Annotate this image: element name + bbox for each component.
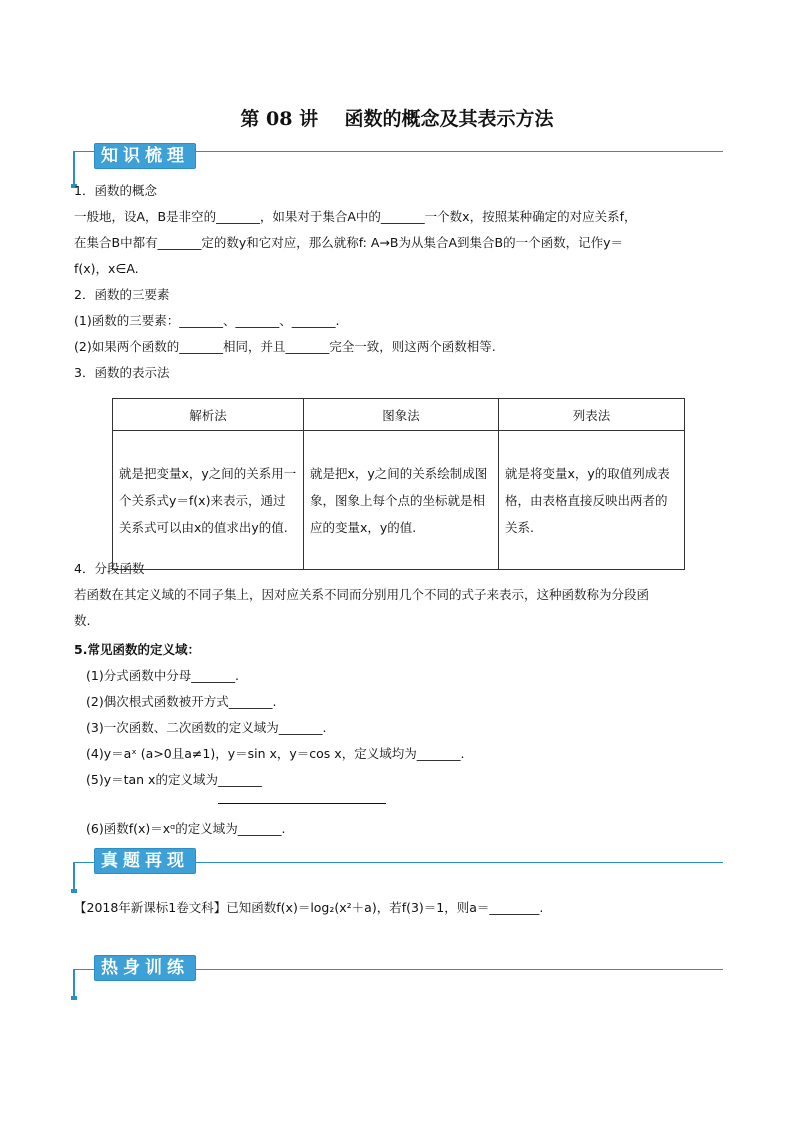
heading-domains: 5.常见函数的定义域： — [74, 642, 200, 657]
domain-list-continued — [74, 816, 724, 842]
table-header: 列表法 — [499, 399, 685, 431]
table-cell: 就是将变量x，y的取值列成表格，由表格直接反映出两者的关系. — [499, 431, 685, 570]
heading-three-elements: 2．函数的三要素 — [74, 287, 170, 302]
exam-question: 【2018年新课标1卷文科】已知函数f(x)＝log₂(x²＋a)，若f(3)＝1，则a＝________. — [74, 900, 544, 915]
section-label: 真题再现 — [94, 848, 196, 874]
paragraph-line: 一般地，设A，B是非空的_______，如果对于集合A中的_______一个数x，按照某种确定的对应关系f， — [74, 209, 637, 224]
paragraph-line: 数. — [74, 613, 91, 628]
knowledge-body — [74, 178, 724, 386]
representation-table — [112, 398, 685, 570]
section-label: 知识梳理 — [94, 143, 196, 169]
paragraph-line: (1)函数的三要素：_______、_______、_______. — [74, 313, 340, 328]
heading-function-concept: 1．函数的概念 — [74, 183, 157, 198]
list-item: (2)偶次根式函数被开方式_______. — [86, 694, 277, 709]
list-item: (3)一次函数、二次函数的定义域为_______. — [86, 720, 327, 735]
table-header: 解析法 — [113, 399, 304, 431]
paragraph-line: 若函数在其定义域的不同子集上，因对应关系不同而分别用几个不同的式子来表示，这种函数称为分段函 — [74, 587, 650, 602]
table-header-row — [113, 399, 685, 431]
list-item: (4)y＝aˣ (a>0且a≠1)，y＝sin x，y＝cos x，定义域均为_______. — [86, 746, 465, 761]
answer-underline — [218, 803, 386, 804]
domain-list — [74, 637, 724, 793]
section-header-warmup — [70, 955, 722, 1001]
paragraph-line: f(x)，x∈A. — [74, 261, 139, 276]
paragraph-line: 在集合B中都有_______定的数y和它对应，那么就称f: A→B为从集合A到集合B的一个函数，记作y＝ — [74, 235, 623, 250]
table-cell: 就是把变量x，y之间的关系用一个关系式y＝f(x)来表示，通过关系式可以由x的值求出y的值. — [113, 431, 304, 570]
page-title: 第 08 讲 函数的概念及其表示方法 — [240, 108, 554, 130]
section-label: 热身训练 — [94, 955, 196, 981]
table-row — [113, 431, 685, 570]
list-item: (5)y＝tan x的定义域为_______ — [86, 772, 262, 787]
list-item: (6)函数f(x)＝xᵅ的定义域为_______. — [86, 821, 286, 836]
section-header-real — [70, 848, 722, 894]
piecewise-body — [74, 556, 724, 634]
table-header: 图象法 — [304, 399, 499, 431]
heading-piecewise: 4．分段函数 — [74, 561, 145, 576]
list-item: (1)分式函数中分母_______. — [86, 668, 239, 683]
heading-representation: 3．函数的表示法 — [74, 365, 170, 380]
table-cell: 就是把x，y之间的关系绘制成图象，图象上每个点的坐标就是相应的变量x，y的值. — [304, 431, 499, 570]
paragraph-line: (2)如果两个函数的_______相同，并且_______完全一致，则这两个函数相等. — [74, 339, 496, 354]
